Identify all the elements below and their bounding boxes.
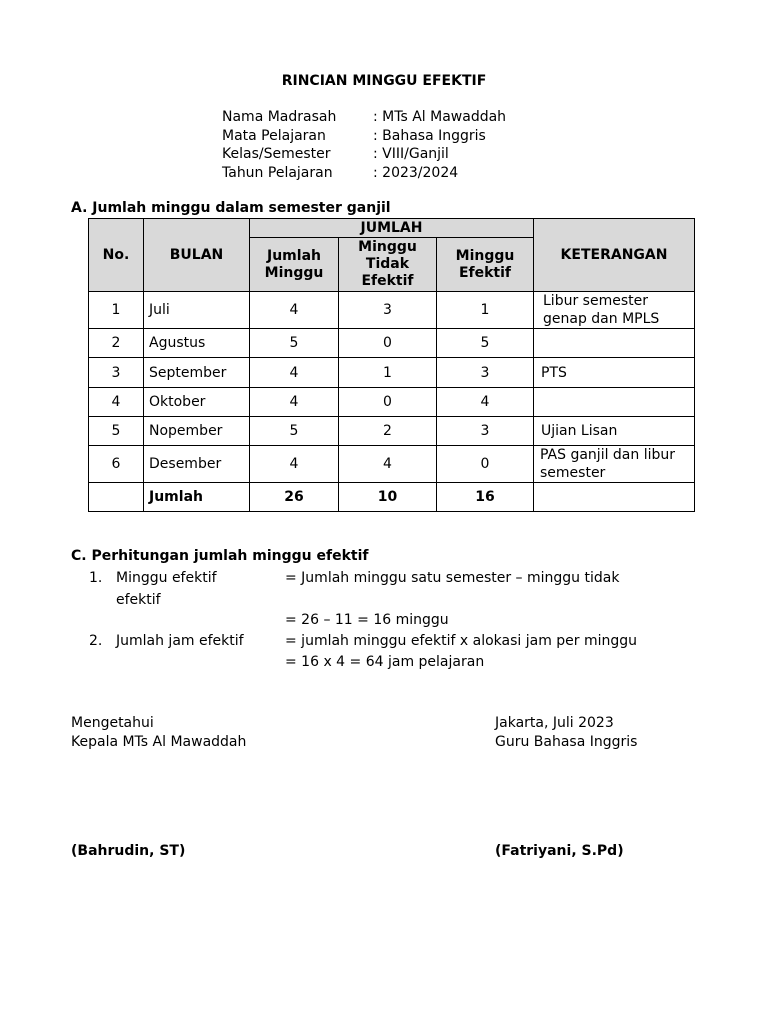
cell-bulan: Desember	[144, 446, 250, 483]
cell-bulan: Juli	[144, 292, 250, 329]
cell-keterangan	[534, 388, 695, 417]
table-row	[89, 388, 695, 417]
cell-jumlah: 4	[250, 358, 339, 388]
info-row	[222, 164, 506, 183]
cell-efektif: 0	[437, 446, 534, 483]
cell-no: 6	[89, 446, 144, 483]
header-minggu-efektif: Minggu Efektif	[437, 238, 534, 292]
table-row	[89, 329, 695, 358]
section-c-heading: C. Perhitungan jumlah minggu efektif	[71, 548, 369, 564]
cell-no: 5	[89, 417, 144, 446]
cell-bulan: Oktober	[144, 388, 250, 417]
cell-keterangan: PTS	[534, 358, 695, 388]
info-value: : MTs Al Mawaddah	[373, 109, 507, 125]
table-row	[89, 446, 695, 483]
cell-keterangan	[534, 329, 695, 358]
total-efektif: 16	[437, 483, 534, 512]
info-label: Kelas/Semester	[222, 146, 331, 163]
total-row	[89, 483, 695, 512]
cell-jumlah: 5	[250, 329, 339, 358]
total-label: Jumlah	[144, 483, 250, 512]
cell-efektif: 3	[437, 417, 534, 446]
signature-right-line2: Guru Bahasa Inggris	[495, 734, 638, 750]
info-value: : 2023/2024	[373, 165, 459, 182]
cell-keterangan	[534, 483, 695, 512]
header-jumlah-group: JUMLAH	[250, 219, 534, 238]
header-bulan: BULAN	[144, 219, 250, 292]
table-row	[89, 292, 695, 329]
calc-item2-result: = 16 x 4 = 64 jam pelajaran	[285, 654, 485, 670]
total-tidak-efektif: 10	[339, 483, 437, 512]
header-no: No.	[89, 219, 144, 292]
cell-jumlah: 4	[250, 292, 339, 329]
cell-bulan: September	[144, 358, 250, 388]
cell-tidak-efektif: 3	[339, 292, 437, 329]
cell-no: 1	[89, 292, 144, 329]
calc-item2-formula: = jumlah minggu efektif x alokasi jam per minggu	[285, 633, 638, 649]
document-info	[222, 108, 506, 183]
info-row	[222, 108, 506, 127]
info-value: : Bahasa Inggris	[373, 127, 486, 144]
cell-keterangan: Libur semester genap dan MPLS	[534, 292, 695, 329]
table-row	[89, 358, 695, 388]
calc-item1-formula: = Jumlah minggu satu semester – minggu tidak	[285, 570, 620, 586]
info-row	[222, 145, 506, 164]
cell-jumlah: 4	[250, 388, 339, 417]
info-label: Mata Pelajaran	[222, 127, 326, 144]
section-a-heading: A. Jumlah minggu dalam semester ganjil	[71, 200, 391, 216]
cell-tidak-efektif: 2	[339, 417, 437, 446]
calc-item1-wrap: efektif	[116, 592, 161, 608]
signature-left-name: (Bahrudin, ST)	[71, 843, 186, 859]
cell-jumlah: 4	[250, 446, 339, 483]
cell-tidak-efektif: 0	[339, 388, 437, 417]
calc-item1-result: = 26 – 11 = 16 minggu	[285, 612, 449, 628]
cell-jumlah: 5	[250, 417, 339, 446]
cell-no	[89, 483, 144, 512]
table-row	[89, 417, 695, 446]
calc-item1-number: 1.	[89, 570, 103, 586]
effective-weeks-table	[88, 218, 695, 512]
signature-left-line1: Mengetahui	[71, 715, 154, 731]
cell-tidak-efektif: 4	[339, 446, 437, 483]
info-label: Tahun Pelajaran	[222, 165, 333, 182]
info-value: : VIII/Ganjil	[373, 146, 449, 163]
signature-right-line1: Jakarta, Juli 2023	[495, 715, 614, 731]
cell-efektif: 4	[437, 388, 534, 417]
total-jumlah: 26	[250, 483, 339, 512]
page-title: RINCIAN MINGGU EFEKTIF	[281, 73, 487, 89]
header-keterangan: KETERANGAN	[534, 219, 695, 292]
cell-keterangan: PAS ganjil dan libur semester	[534, 446, 695, 483]
signature-right-name: (Fatriyani, S.Pd)	[495, 843, 624, 859]
cell-bulan: Agustus	[144, 329, 250, 358]
calc-item2-label: Jumlah jam efektif	[116, 633, 244, 649]
cell-no: 4	[89, 388, 144, 417]
header-minggu-tidak-efektif: Minggu Tidak Efektif	[339, 238, 437, 292]
signature-left-line2: Kepala MTs Al Mawaddah	[71, 734, 247, 750]
cell-no: 3	[89, 358, 144, 388]
calc-item2-number: 2.	[89, 633, 103, 649]
cell-no: 2	[89, 329, 144, 358]
cell-bulan: Nopember	[144, 417, 250, 446]
cell-efektif: 3	[437, 358, 534, 388]
cell-tidak-efektif: 0	[339, 329, 437, 358]
calc-item1-label: Minggu efektif	[116, 570, 217, 586]
info-label: Nama Madrasah	[222, 109, 337, 125]
cell-efektif: 1	[437, 292, 534, 329]
cell-keterangan: Ujian Lisan	[534, 417, 695, 446]
info-row	[222, 127, 506, 146]
cell-tidak-efektif: 1	[339, 358, 437, 388]
cell-efektif: 5	[437, 329, 534, 358]
header-jumlah-minggu: Jumlah Minggu	[250, 238, 339, 292]
